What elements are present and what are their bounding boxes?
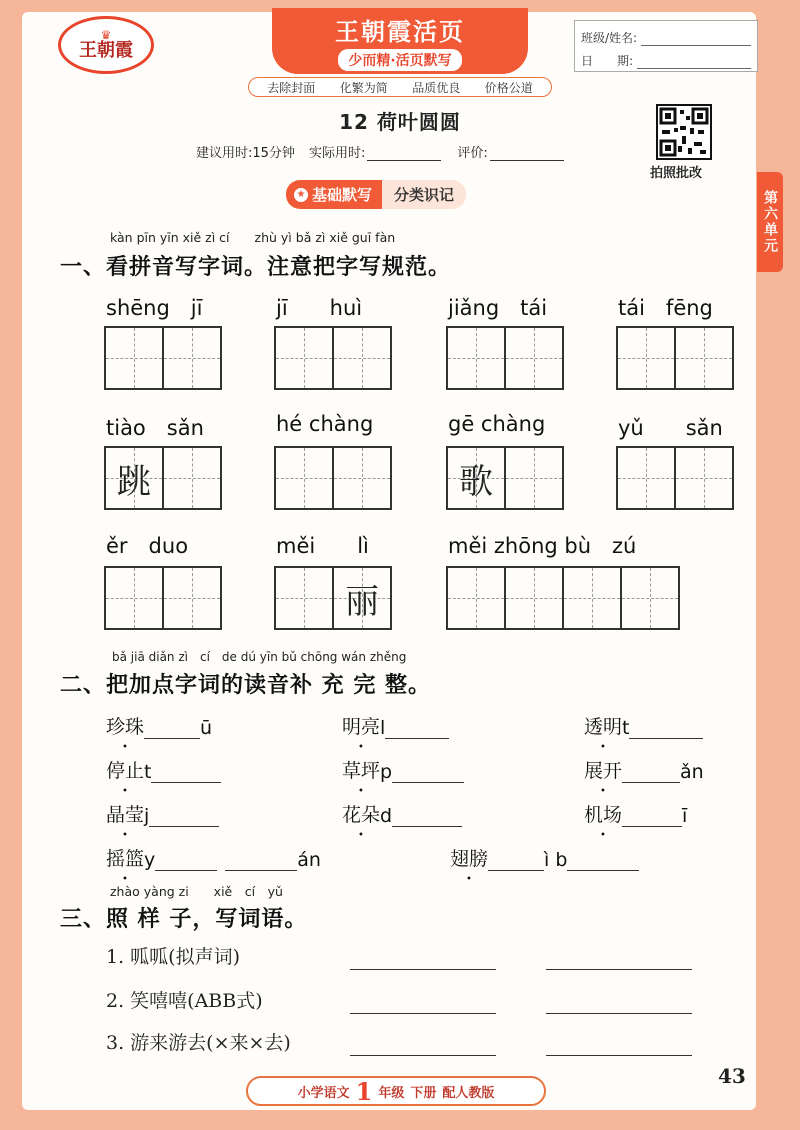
- writing-grid: [104, 446, 222, 510]
- answer-blank[interactable]: [622, 806, 682, 827]
- pinyin-fill-item: [584, 712, 703, 739]
- writing-cell[interactable]: [616, 446, 676, 510]
- pinyin-prefix: p: [380, 761, 393, 783]
- cell-character: 歌: [459, 461, 493, 502]
- answer-line[interactable]: [546, 1012, 692, 1014]
- badge-main-label: 基础默写: [312, 186, 373, 204]
- footer-bar: [246, 1076, 546, 1106]
- qr-label: 拍照批改: [650, 166, 703, 181]
- footer-grade-label: 年级: [378, 1085, 405, 1101]
- writing-cell[interactable]: [274, 446, 334, 510]
- writing-cell[interactable]: [504, 446, 564, 510]
- q1-pinyin: kàn pīn yīn xiě zì cí zhù yì bǎ zì xiě guī fàn: [110, 230, 396, 245]
- pinyin-suffix: ī: [682, 805, 688, 827]
- pinyin-fill-item: [342, 756, 464, 783]
- pinyin-fill-item: [342, 800, 462, 827]
- dotted-word: 展开 •: [584, 756, 622, 783]
- actual-time-label: 实际用时:: [308, 146, 366, 161]
- answer-blank[interactable]: [144, 718, 200, 739]
- time-row: [196, 142, 580, 161]
- word-pinyin: jiǎng tái: [448, 296, 548, 320]
- pinyin-fill-item: [342, 712, 449, 739]
- tagline: 去除封面: [267, 80, 316, 95]
- q2-heading: 二、把加点字词的读音补 充 完 整。: [60, 673, 431, 698]
- writing-grid: [616, 446, 734, 510]
- pinyin-suffix: ǎn: [680, 761, 704, 783]
- pinyin-prefix: d: [380, 805, 393, 827]
- writing-cell[interactable]: [674, 446, 734, 510]
- logo-text: 王朝霞: [79, 40, 133, 61]
- answer-blank[interactable]: [392, 806, 462, 827]
- rating-field[interactable]: [490, 146, 564, 161]
- date-label: 日 期:: [581, 54, 634, 68]
- writing-cell[interactable]: [162, 566, 222, 630]
- writing-cell[interactable]: [616, 326, 676, 390]
- writing-cell[interactable]: [274, 566, 334, 630]
- pinyin-suffix: án: [297, 849, 321, 871]
- writing-cell[interactable]: [104, 446, 164, 510]
- q3-heading: 三、照 样 子，写词语。: [60, 907, 308, 932]
- suggested-time: 建议用时:15分钟: [196, 146, 295, 161]
- writing-cell[interactable]: [620, 566, 680, 630]
- pinyin-fill-item: [106, 800, 219, 827]
- writing-cell[interactable]: [504, 326, 564, 390]
- tagline: 品质优良: [412, 80, 461, 95]
- dotted-word: 草坪 •: [342, 756, 380, 783]
- footer-term: 下册: [410, 1085, 437, 1101]
- q2-pinyin: bǎ jiā diǎn zì cí de dú yīn bǔ chōng wán zhěng: [112, 650, 407, 664]
- writing-grid: [104, 326, 222, 390]
- dotted-word: 花朵 •: [342, 800, 380, 827]
- writing-grid: [274, 326, 392, 390]
- writing-grid: [274, 566, 392, 630]
- answer-blank[interactable]: [155, 850, 217, 871]
- writing-cell[interactable]: [104, 326, 164, 390]
- writing-cell[interactable]: [562, 566, 622, 630]
- dotted-word: 机场 •: [584, 800, 622, 827]
- writing-cell[interactable]: [104, 566, 164, 630]
- banner-subtitle: 少而精·活页默写: [338, 49, 461, 71]
- writing-cell[interactable]: [162, 446, 222, 510]
- pinyin-fill-item: [106, 844, 321, 871]
- answer-blank[interactable]: [567, 850, 639, 871]
- writing-grid: [446, 566, 680, 630]
- pinyin-prefix: t: [144, 761, 152, 783]
- answer-blank[interactable]: [225, 850, 297, 871]
- tagline: 价格公道: [484, 80, 533, 95]
- answer-blank[interactable]: [392, 762, 464, 783]
- cell-character: 跳: [117, 461, 151, 502]
- writing-cell[interactable]: [446, 326, 506, 390]
- answer-line[interactable]: [546, 968, 692, 970]
- pinyin-fill-item: [584, 756, 704, 783]
- word-pinyin: tiào sǎn: [106, 416, 204, 440]
- word-pinyin: tái fēng: [618, 296, 713, 320]
- dotted-word: 摇篮 •: [106, 844, 144, 871]
- pinyin-prefix: j: [144, 805, 150, 827]
- answer-blank[interactable]: [151, 762, 221, 783]
- writing-cell[interactable]: [332, 446, 392, 510]
- writing-grid: [446, 326, 564, 390]
- answer-line[interactable]: [350, 1012, 496, 1014]
- pinyin-prefix: l: [380, 717, 386, 739]
- word-pinyin: měi zhōng bù zú: [448, 534, 637, 558]
- word-pinyin: hé chàng: [276, 412, 374, 436]
- footer-edition: 配人教版: [442, 1085, 495, 1101]
- answer-line[interactable]: [350, 1054, 496, 1056]
- crown-icon: ♛: [100, 28, 112, 42]
- pinyin-fill-item: [106, 712, 212, 739]
- writing-cell[interactable]: [332, 326, 392, 390]
- q3-item: 2. 笑嘻嘻(ABB式): [106, 990, 263, 1012]
- cell-character: 丽: [345, 581, 379, 622]
- pinyin-suffix: ū: [200, 717, 213, 739]
- answer-line[interactable]: [546, 1054, 692, 1056]
- pinyin-fill-item: [584, 800, 687, 827]
- writing-cell[interactable]: [446, 446, 506, 510]
- class-name-field[interactable]: [641, 29, 751, 46]
- brand-banner: [272, 8, 528, 74]
- answer-blank[interactable]: [622, 762, 680, 783]
- word-pinyin: jī huì: [276, 296, 363, 320]
- writing-cell[interactable]: [274, 326, 334, 390]
- word-pinyin: gē chàng: [448, 412, 546, 436]
- pinyin-suffix: ì b: [544, 849, 568, 871]
- q3-pinyin: zhào yàng zi xiě cí yǔ: [110, 884, 283, 899]
- dotted-word: 明亮 •: [342, 712, 380, 739]
- footer-subject: 小学语文: [297, 1085, 350, 1101]
- dotted-word: 翅膀 •: [450, 844, 488, 871]
- page-number: 43: [718, 1064, 746, 1088]
- writing-grid: [616, 326, 734, 390]
- word-pinyin: ěr duo: [106, 534, 189, 558]
- writing-grid: [104, 566, 222, 630]
- badge-sub-label: 分类识记: [382, 180, 466, 209]
- pinyin-prefix: t: [622, 717, 630, 739]
- banner-title: 王朝霞活页: [335, 17, 465, 46]
- tagline-bar: [248, 77, 552, 97]
- writing-cell[interactable]: [504, 566, 564, 630]
- q3-item: 3. 游来游去(×来×去): [106, 1032, 291, 1054]
- pinyin-fill-item: [450, 844, 639, 871]
- writing-cell[interactable]: [446, 566, 506, 630]
- pinyin-fill-item: [106, 756, 221, 783]
- actual-time-field[interactable]: [367, 146, 441, 161]
- date-field[interactable]: [637, 52, 751, 69]
- rating-label: 评价:: [457, 146, 488, 161]
- medal-icon: ★: [294, 188, 308, 202]
- writing-cell[interactable]: [162, 326, 222, 390]
- writing-cell[interactable]: [674, 326, 734, 390]
- writing-grid: [446, 446, 564, 510]
- answer-blank[interactable]: [488, 850, 544, 871]
- answer-line[interactable]: [350, 968, 496, 970]
- word-pinyin: shēng jī: [106, 296, 203, 320]
- q1-heading: 一、看拼音写字词。注意把字写规范。: [60, 255, 452, 280]
- answer-blank[interactable]: [149, 806, 219, 827]
- answer-blank[interactable]: [385, 718, 449, 739]
- tagline: 化繁为简: [339, 80, 388, 95]
- dotted-word: 晶莹 •: [106, 800, 144, 827]
- student-info-box: [574, 20, 758, 72]
- dotted-word: 珍珠 •: [106, 712, 144, 739]
- q3-item: 1. 呱呱(拟声词): [106, 946, 240, 968]
- section-badge: [286, 180, 466, 209]
- word-pinyin: měi lì: [276, 534, 369, 558]
- writing-cell[interactable]: [332, 566, 392, 630]
- lesson-title: 12 荷叶圆圆: [339, 110, 461, 134]
- brand-logo: [58, 16, 154, 74]
- pinyin-prefix: y: [144, 849, 156, 871]
- word-pinyin: yǔ sǎn: [618, 416, 723, 440]
- answer-blank[interactable]: [629, 718, 703, 739]
- dotted-word: 停止 •: [106, 756, 144, 783]
- class-name-label: 班级/姓名:: [581, 31, 638, 45]
- unit-side-tab: 第六单元: [757, 172, 783, 272]
- qr-code-icon[interactable]: [656, 104, 712, 160]
- footer-grade: 1: [355, 1076, 373, 1106]
- writing-grid: [274, 446, 392, 510]
- dotted-word: 透明 •: [584, 712, 622, 739]
